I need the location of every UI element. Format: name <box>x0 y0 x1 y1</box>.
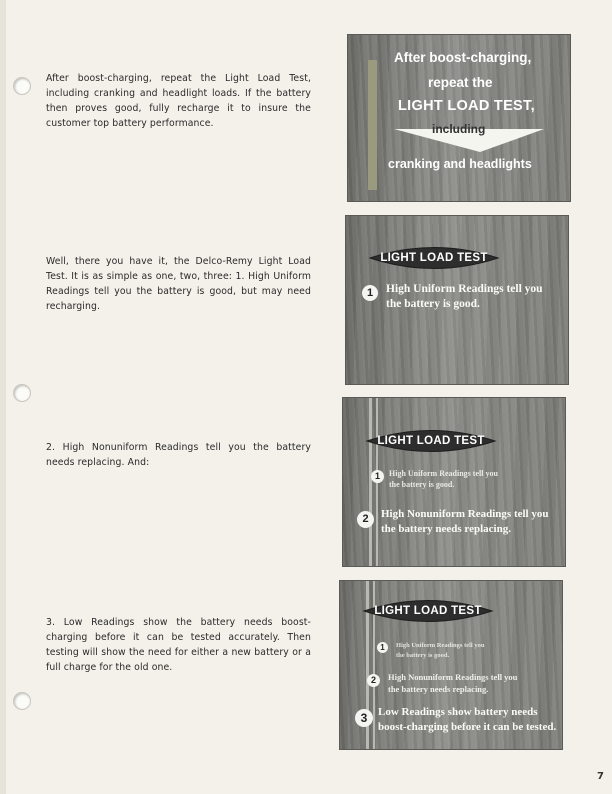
slide4-item3-line2: boost-charging before it can be tested. <box>378 721 557 733</box>
paragraph-boost-charging: After boost-charging, repeat the Light Load Test, including cranking and headlight loads. If the battery then proves good, fully recharge it to insure the customer top battery performance. <box>46 73 311 129</box>
page-edge <box>0 0 6 794</box>
slide-title: LIGHT LOAD TEST <box>377 435 485 447</box>
paragraph-low-readings: 3. Low Readings show the battery needs boost-charging before it can be tested accurately. Then testing will show the need for either a new battery or a full charge for the old one. <box>46 617 311 673</box>
slide2-item1-line2: the battery is good. <box>386 298 480 310</box>
slide1-banner-text: including <box>432 122 486 136</box>
number-badge-2: 2 <box>357 511 374 528</box>
slide4-item3-line1: Low Readings show battery needs <box>378 706 538 718</box>
slide4-item2-line2: the battery needs replacing. <box>388 684 489 694</box>
slide1-line-3: LIGHT LOAD TEST, <box>398 98 535 114</box>
slide-stripe <box>369 398 372 566</box>
number-badge-2: 2 <box>367 674 380 687</box>
slide-accent-bar <box>368 60 377 190</box>
slide4-item1-line1: High Uniform Readings tell you <box>396 642 485 649</box>
slide3-item2-line2: the battery needs replacing. <box>381 523 511 535</box>
paragraph-light-load-test-summary: Well, there you have it, the Delco-Remy Light Load Test. It is as simple as one, two, three: 1. High Uniform Readings tell you the battery is good, but may need recharging. <box>46 256 311 312</box>
slide3-item1-line2: the battery is good. <box>389 480 455 489</box>
slide1-line-1: After boost-charging, <box>394 50 532 65</box>
binder-hole-top <box>13 77 31 95</box>
slide4-item2-line1: High Nonuniform Readings tell you <box>388 672 518 682</box>
number-badge-1: 1 <box>371 470 384 483</box>
page-number: 7 <box>597 771 604 782</box>
slide-boost-charging <box>347 34 571 202</box>
slide1-line-4: cranking and headlights <box>388 157 532 171</box>
slide4-item1-line2: the battery is good. <box>396 652 450 659</box>
slide3-item2-line1: High Nonuniform Readings tell you <box>381 508 549 520</box>
slide-light-load-test-2 <box>342 397 566 567</box>
number-badge-1: 1 <box>377 642 388 653</box>
slide-title: LIGHT LOAD TEST <box>380 252 488 264</box>
number-badge-3: 3 <box>355 709 373 727</box>
slide-title: LIGHT LOAD TEST <box>374 605 482 617</box>
binder-hole-middle <box>13 384 31 402</box>
slide-light-load-test-1 <box>345 215 569 385</box>
binder-hole-bottom <box>13 692 31 710</box>
slide-light-load-test-3 <box>339 580 563 750</box>
paragraph-high-nonuniform: 2. High Nonuniform Readings tell you the battery needs replacing. And: <box>46 442 311 468</box>
slide1-line-2: repeat the <box>428 75 493 90</box>
number-badge-1: 1 <box>362 285 378 301</box>
slide2-item1-line1: High Uniform Readings tell you <box>386 283 543 295</box>
slide3-item1-line1: High Uniform Readings tell you <box>389 469 498 478</box>
